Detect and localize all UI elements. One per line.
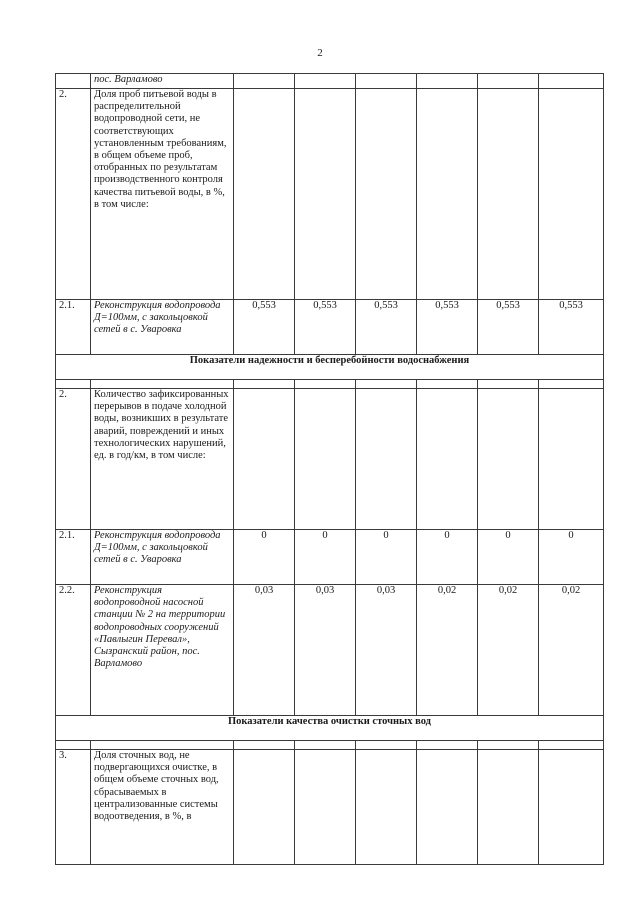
- page-number: 2: [317, 47, 323, 59]
- value-cell: 0,02: [478, 585, 539, 716]
- section-heading-wastewater: Показатели качества очистки сточных вод: [56, 716, 604, 741]
- row-description: пос. Варламово: [91, 74, 234, 89]
- row-description: Доля проб питьевой воды в распределительной водопроводной сети, не соответствующих установленным требованиям, в общем объеме проб, отобранных по результатам производственного контроля качества питьевой воды, в %, в том числе:: [91, 89, 234, 300]
- value-cell: 0,553: [417, 300, 478, 355]
- value-cell: 0,553: [295, 300, 356, 355]
- table-row-reconstruction-uvarovka: [56, 530, 604, 585]
- row-description: Количество зафиксированных перерывов в подаче холодной воды, возникших в результате аварий, повреждений и иных технологических нарушений, ед. в год/км, в том числе:: [91, 389, 234, 530]
- value-cell: 0: [539, 530, 604, 585]
- table-row-untreated-wastewater: [56, 750, 604, 865]
- row-description: Реконструкция водопровода Д=100мм, с закольцовкой сетей в с. Уваровка: [91, 300, 234, 355]
- value-cell: 0: [295, 530, 356, 585]
- value-cell: 0: [478, 530, 539, 585]
- value-cell: 0,03: [295, 585, 356, 716]
- row-number: 2.: [56, 389, 91, 530]
- value-cell: 0: [234, 530, 295, 585]
- indicators-table: [55, 73, 604, 865]
- table-row-spacer: [56, 741, 604, 750]
- row-number: 2.2.: [56, 585, 91, 716]
- row-description: Реконструкция водопровода Д=100мм, с закольцовкой сетей в с. Уваровка: [91, 530, 234, 585]
- row-number: 2.1.: [56, 300, 91, 355]
- table-row-interruptions: [56, 389, 604, 530]
- value-cell: 0,553: [478, 300, 539, 355]
- row-description: Реконструкция водопроводной насосной станции № 2 на территории водопроводных сооружений «Павлыгин Перевал», Сызранский район, пос. Варламово: [91, 585, 234, 716]
- section-heading-reliability: Показатели надежности и бесперебойности водоснабжения: [56, 355, 604, 380]
- value-cell: 0,553: [356, 300, 417, 355]
- value-cell: 0,02: [539, 585, 604, 716]
- value-cell: 0,553: [234, 300, 295, 355]
- row-number: 2.: [56, 89, 91, 300]
- value-cell: 0,03: [356, 585, 417, 716]
- row-description: Доля сточных вод, не подвергающихся очистке, в общем объеме сточных вод, сбрасываемых в централизованные системы водоотведения, в %, в: [91, 750, 234, 865]
- row-number: 3.: [56, 750, 91, 865]
- section-heading-row: [56, 355, 604, 380]
- section-heading-row: [56, 716, 604, 741]
- table-row-continuation: [56, 74, 604, 89]
- table-row-water-samples: [56, 89, 604, 300]
- table-row-spacer: [56, 380, 604, 389]
- value-cell: 0: [417, 530, 478, 585]
- table-row-reconstruction-uvarovka: [56, 300, 604, 355]
- table-row-pumping-station: [56, 585, 604, 716]
- value-cell: 0,03: [234, 585, 295, 716]
- value-cell: 0,02: [417, 585, 478, 716]
- value-cell: 0: [356, 530, 417, 585]
- row-number: 2.1.: [56, 530, 91, 585]
- value-cell: 0,553: [539, 300, 604, 355]
